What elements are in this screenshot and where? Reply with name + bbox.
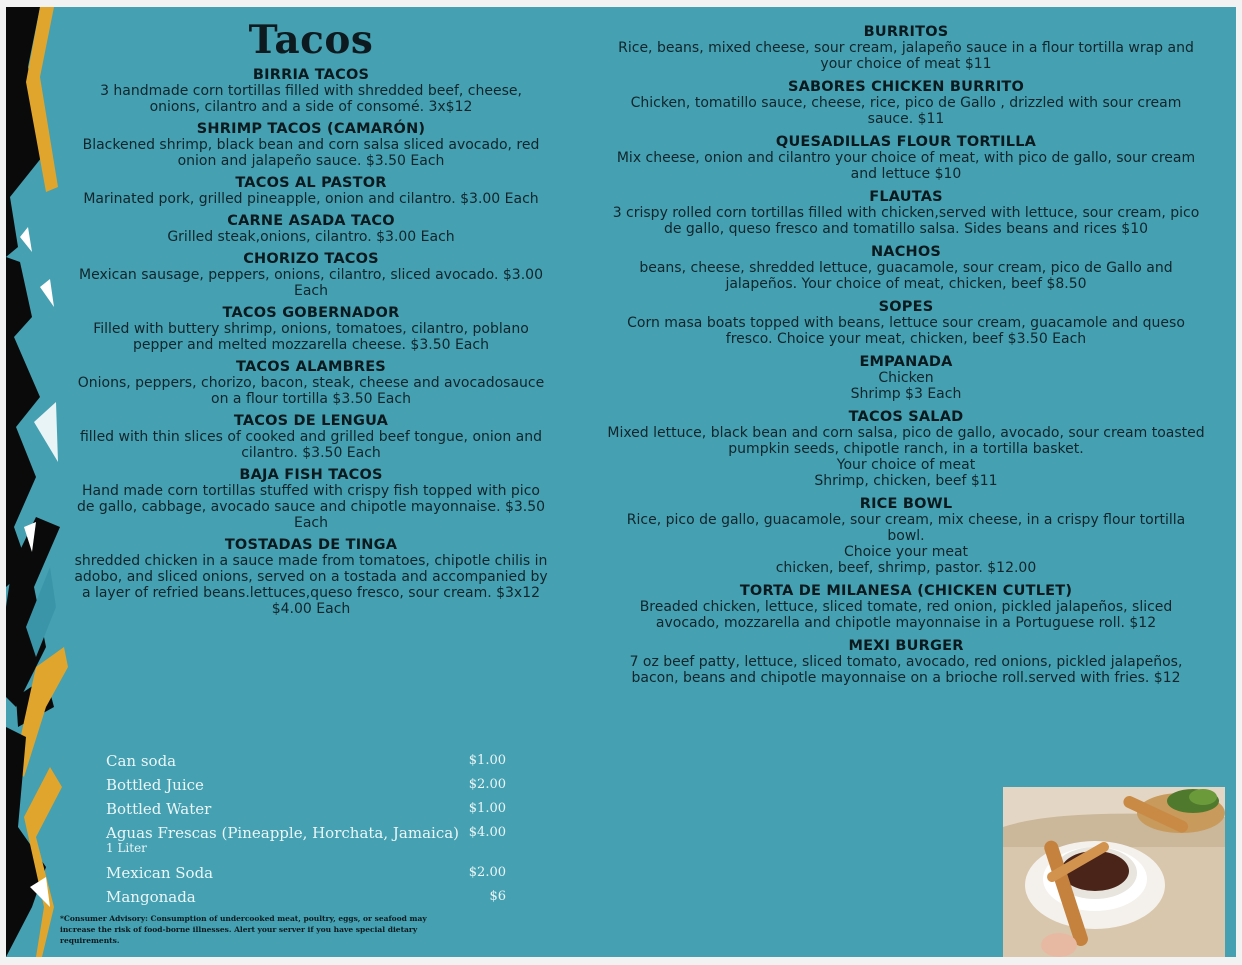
menu-item-tacos-de-lengua [68,413,554,461]
menu-item-description: Rice, pico de gallo, guacamole, sour cream, mix cheese, in a crispy flour tortilla bowl. Choice your meat chicken, beef, shrimp, pastor. $12.00 [626,512,1186,576]
menu-item-nachos [606,244,1206,292]
entrees-list [606,7,1206,686]
menu-item-name: TACOS AL PASTOR [235,175,387,191]
drink-name: Bottled Juice [106,776,204,794]
menu-item-description: filled with thin slices of cooked and grilled beef tongue, onion and cilantro. $3.50 Each [79,429,543,461]
menu-item-description: Mexican sausage, peppers, onions, cilantro, sliced avocado. $3.00 Each [79,267,543,299]
drink-price: $1.00 [468,753,506,768]
menu-item-name: SOPES [878,299,934,315]
drink-row-mangonada [106,885,506,909]
menu-item-name: FLAUTAS [869,189,943,205]
menu-item-tacos-al-pastor [68,175,554,207]
menu-item-name: NACHOS [870,244,942,260]
menu-item-name: SHRIMP TACOS (CAMARÓN) [196,121,426,137]
menu-item-name: CHORIZO TACOS [243,251,379,267]
menu-item-name: EMPANADA [859,354,953,370]
menu-page [6,7,1236,957]
menu-item-sabores-chicken-burrito [606,79,1206,127]
drink-price: $4.00 [468,825,506,840]
menu-item-description: Filled with buttery shrimp, onions, tomatoes, cilantro, poblano pepper and melted mozzarella cheese. $3.50 Each [93,321,529,353]
menu-item-name: TACOS DE LENGUA [233,413,389,429]
menu-item-name: CARNE ASADA TACO [227,213,395,229]
menu-item-description: 7 oz beef patty, lettuce, sliced tomato, avocado, red onions, pickled jalapeños, bacon, beans and chipotle mayonnaise on a brioche roll.served with fries. $12 [629,654,1183,686]
menu-item-description: shredded chicken in a sauce made from tomatoes, chipotle chilis in adobo, and sliced onions, served on a tostada and accompanied by a layer of refried beans.lettuces,queso fresco, sour cream. $3x12 $4.00 Each [74,553,548,617]
menu-item-description: beans, cheese, shredded lettuce, guacamole, sour cream, pico de Gallo and jalapeños. Your choice of meat, chicken, beef $8.50 [639,260,1173,292]
drink-row-mexican-soda [106,861,506,885]
menu-item-name: TACOS GOBERNADOR [222,305,400,321]
drink-name: Can soda [106,752,177,770]
menu-item-rice-bowl [606,496,1206,576]
menu-item-description: Onions, peppers, chorizo, bacon, steak, cheese and avocadosauce on a flour tortilla $3.50 Each [77,375,545,407]
menu-item-description: 3 crispy rolled corn tortillas filled with chicken,served with lettuce, sour cream, pico de gallo, queso fresco and tomatillo salsa. Sides beans and rices $10 [612,205,1200,237]
drink-price: $1.00 [468,801,506,816]
drink-note: 1 Liter [106,841,147,855]
consumer-advisory: *Consumer Advisory: Consumption of undercooked meat, poultry, eggs, or seafood may increase the risk of food-borne illnesses. Alert your server if you have special dietary requirements. [60,914,427,945]
entrees-column [606,7,1206,693]
menu-item-baja-fish-tacos [68,467,554,531]
menu-item-birria-tacos [68,67,554,115]
menu-item-tacos-alambres [68,359,554,407]
drink-row-bottled-juice [106,773,506,797]
menu-item-flautas [606,189,1206,237]
drink-price: $6 [489,889,506,904]
menu-item-tostadas-de-tinga [68,537,554,617]
menu-item-sopes [606,299,1206,347]
menu-item-empanada [606,354,1206,402]
menu-item-quesadillas-flour-tortilla [606,134,1206,182]
menu-item-description: Blackened shrimp, black bean and corn salsa sliced avocado, red onion and jalapeño sauce. $3.50 Each [82,137,540,169]
menu-item-name: BIRRIA TACOS [252,67,370,83]
drinks-list [106,749,506,909]
menu-item-tacos-salad [606,409,1206,489]
menu-item-description: Corn masa boats topped with beans, lettuce sour cream, guacamole and queso fresco. Choice your meat, chicken, beef $3.50 Each [627,315,1185,347]
menu-item-description: Rice, beans, mixed cheese, sour cream, jalapeño sauce in a flour tortilla wrap and your choice of meat $11 [618,40,1194,72]
menu-item-chorizo-tacos [68,251,554,299]
menu-item-description: Hand made corn tortillas stuffed with crispy fish topped with pico de gallo, cabbage, avocado sauce and chipotle mayonnaise. $3.50 Each [76,483,546,531]
menu-item-name: TACOS SALAD [848,409,964,425]
tacos-title: Tacos [248,17,374,63]
menu-item-torta-de-milanesa-chicken-cutlet [606,583,1206,631]
menu-item-name: TACOS ALAMBRES [236,359,386,375]
menu-item-description: Chicken, tomatillo sauce, cheese, rice, pico de Gallo , drizzled with sour cream sauce. $11 [630,95,1182,127]
decorative-border [6,7,68,957]
menu-item-name: MEXI BURGER [848,638,964,654]
menu-item-description: Breaded chicken, lettuce, sliced tomate, red onion, pickled jalapeños, sliced avocado, mozzarella and chipotle mayonnaise in a Portuguese roll. $12 [639,599,1173,631]
menu-item-mexi-burger [606,638,1206,686]
menu-item-name: SABORES CHICKEN BURRITO [787,79,1025,95]
menu-item-shrimp-tacos-camar-n [68,121,554,169]
menu-item-burritos [606,24,1206,72]
menu-item-description: 3 handmade corn tortillas filled with shredded beef, cheese, onions, cilantro and a side of consomé. 3x$12 [100,83,522,115]
menu-item-description: Mixed lettuce, black bean and corn salsa, pico de gallo, avocado, sour cream toasted pumpkin seeds, chipotle ranch, in a tortilla basket. Your choice of meat Shrimp, chicken, beef $11 [607,425,1205,489]
menu-item-carne-asada-taco [68,213,554,245]
drink-name: Mangonada [106,888,196,906]
drink-price: $2.00 [468,865,506,880]
tacos-column [68,7,554,707]
menu-item-name: BURRITOS [863,24,949,40]
menu-item-name: BAJA FISH TACOS [239,467,383,483]
drink-row-aguas-frescas-pineapple-horchata-jamaica [106,821,506,845]
menu-item-name: RICE BOWL [859,496,953,512]
drink-row-can-soda [106,749,506,773]
menu-item-name: QUESADILLAS FLOUR TORTILLA [775,134,1037,150]
menu-item-description: Mix cheese, onion and cilantro your choice of meat, with pico de gallo, sour cream and lettuce $10 [616,150,1196,182]
menu-item-description: Chicken Shrimp $3 Each [850,370,962,402]
menu-item-tacos-gobernador [68,305,554,353]
drink-name: Mexican Soda [106,864,214,882]
drink-name: Bottled Water [106,800,212,818]
menu-item-description: Grilled steak,onions, cilantro. $3.00 Each [167,229,455,245]
drink-name: Aguas Frescas (Pineapple, Horchata, Jamaica) [106,824,460,842]
menu-item-name: TOSTADAS DE TINGA [224,537,398,553]
drink-price: $2.00 [468,777,506,792]
drink-row-bottled-water [106,797,506,821]
menu-item-name: TORTA DE MILANESA (CHICKEN CUTLET) [739,583,1073,599]
tacos-list [68,67,554,617]
menu-item-description: Marinated pork, grilled pineapple, onion and cilantro. $3.00 Each [83,191,539,207]
churros-chocolate-photo [1003,787,1225,957]
